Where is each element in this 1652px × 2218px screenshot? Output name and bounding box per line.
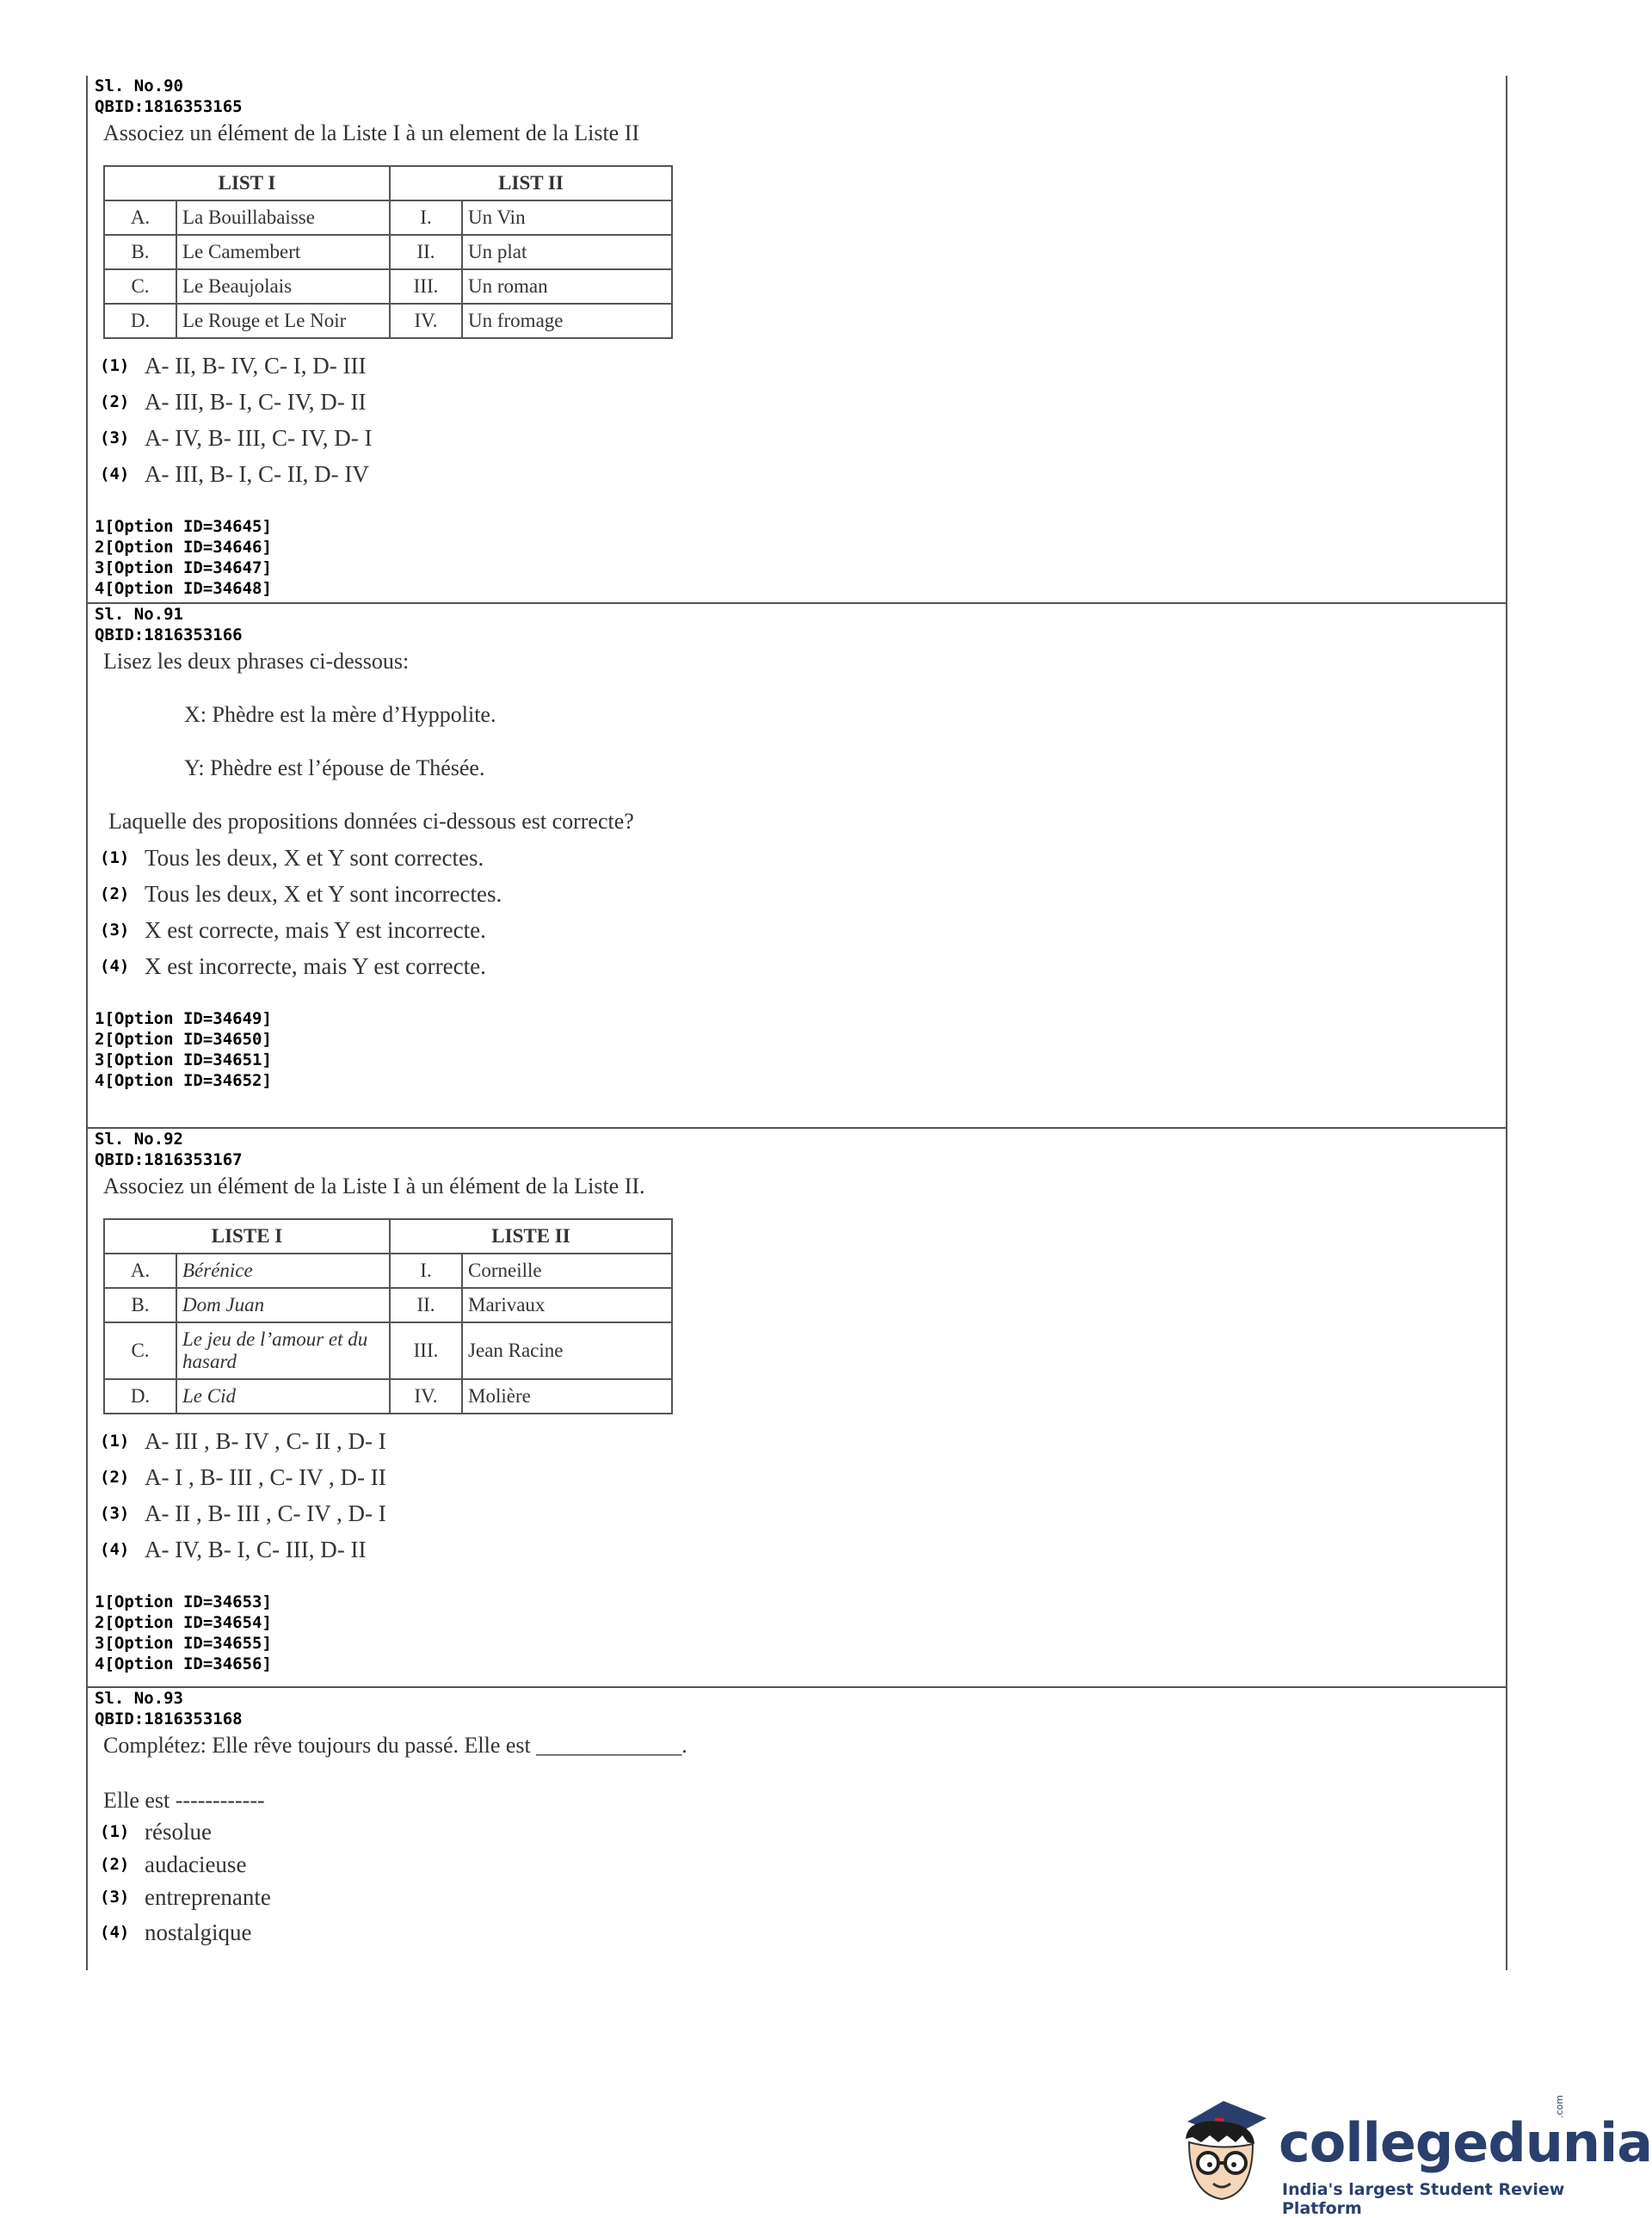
answer-option[interactable]	[100, 348, 1506, 384]
serial-number: Sl. No.92	[95, 1130, 183, 1149]
list2-value: Molière	[462, 1379, 672, 1414]
answer-option[interactable]	[100, 948, 1506, 984]
answer-option[interactable]	[100, 1913, 1506, 1951]
list2-value: Un plat	[462, 235, 672, 269]
list1-key: D.	[104, 1379, 176, 1414]
list1-value: Bérénice	[176, 1254, 390, 1288]
option-id: 1[Option ID=34653]	[95, 1593, 272, 1611]
list2-key: I.	[390, 200, 462, 235]
option-id: 2[Option ID=34654]	[95, 1613, 272, 1632]
brand-name: collegedunia	[1279, 2111, 1652, 2174]
question-stem: Associez un élément de la Liste I à un element de la Liste II	[103, 120, 640, 145]
qbid: QBID:1816353166	[95, 625, 243, 644]
table-header-list-1: LISTE I	[104, 1219, 390, 1254]
options-list	[100, 1423, 1506, 1568]
student-mascot-icon	[1170, 2092, 1273, 2209]
option-number: (1)	[100, 1432, 130, 1451]
list2-key: IV.	[390, 304, 462, 338]
question-stem: Complétez: Elle rêve toujours du passé. Elle est _____________.	[103, 1733, 687, 1758]
list1-key: C.	[104, 1322, 176, 1379]
option-number: (1)	[100, 356, 130, 375]
options-list	[100, 1815, 1506, 1951]
option-id: 2[Option ID=34650]	[95, 1030, 272, 1049]
answer-option[interactable]	[100, 1881, 1506, 1913]
option-id: 1[Option ID=34645]	[95, 517, 272, 536]
qbid: QBID:1816353168	[95, 1710, 243, 1728]
question-prompt: Elle est ------------	[103, 1788, 265, 1813]
answer-option[interactable]	[100, 912, 1506, 948]
list2-value: Corneille	[462, 1254, 672, 1288]
option-number: (2)	[100, 1855, 130, 1874]
option-id: 4[Option ID=34652]	[95, 1071, 272, 1090]
table-row	[104, 304, 672, 338]
qbid: QBID:1816353167	[95, 1150, 243, 1169]
question-paper-frame	[86, 76, 1507, 1970]
list2-value: Jean Racine	[462, 1322, 672, 1379]
question-block-92	[88, 1127, 1506, 1686]
option-text: A- III, B- I, C- II, D- IV	[145, 460, 369, 487]
option-text: nostalgique	[145, 1919, 252, 1945]
option-text: A- II , B- III , C- IV , D- I	[145, 1500, 386, 1526]
option-text: X est incorrecte, mais Y est correcte.	[145, 952, 486, 979]
table-header-list-2: LISTE II	[390, 1219, 672, 1254]
brand-tagline: India's largest Student Review Platform	[1282, 2180, 1565, 2218]
option-id: 3[Option ID=34655]	[95, 1634, 272, 1653]
option-id: 4[Option ID=34648]	[95, 579, 272, 598]
table-row	[104, 1288, 672, 1322]
list2-value: Un Vin	[462, 200, 672, 235]
answer-option[interactable]	[100, 1495, 1506, 1531]
option-text: A- II, B- IV, C- I, D- III	[145, 352, 367, 379]
answer-option[interactable]	[100, 876, 1506, 912]
options-list	[100, 840, 1506, 984]
question-block-91	[88, 602, 1506, 1127]
option-text: résolue	[145, 1818, 212, 1845]
option-number: (4)	[100, 1540, 130, 1559]
option-id: 2[Option ID=34646]	[95, 538, 272, 557]
question-prompt: Laquelle des propositions données ci-dessous est correcte?	[108, 809, 634, 834]
list1-value: La Bouillabaisse	[176, 200, 390, 235]
list2-key: IV.	[390, 1379, 462, 1414]
question-block-90	[88, 76, 1506, 602]
option-number: (2)	[100, 392, 130, 411]
qbid: QBID:1816353165	[95, 97, 243, 116]
list1-key: D.	[104, 304, 176, 338]
option-id-list	[95, 516, 1506, 599]
option-number: (1)	[100, 1822, 130, 1841]
list1-value: Dom Juan	[176, 1288, 390, 1322]
list1-value: Le Rouge et Le Noir	[176, 304, 390, 338]
option-number: (4)	[100, 1923, 130, 1942]
list1-key: B.	[104, 1288, 176, 1322]
question-stem: Lisez les deux phrases ci-dessous:	[103, 649, 410, 674]
option-id: 3[Option ID=34647]	[95, 558, 272, 577]
option-text: X est correcte, mais Y est incorrecte.	[145, 916, 486, 943]
match-table	[103, 165, 673, 339]
list1-value: Le Camembert	[176, 235, 390, 269]
option-id: 4[Option ID=34656]	[95, 1654, 272, 1673]
option-text: A- I , B- III , C- IV , D- II	[145, 1463, 386, 1490]
answer-option[interactable]	[100, 1531, 1506, 1568]
table-row	[104, 235, 672, 269]
brand-domain-suffix: .com	[1554, 2095, 1565, 2118]
table-header-list-1: LIST I	[104, 166, 390, 200]
answer-option[interactable]	[100, 1815, 1506, 1848]
list2-key: III.	[390, 1322, 462, 1379]
list1-value: Le Beaujolais	[176, 269, 390, 304]
table-row	[104, 1322, 672, 1379]
option-text: Tous les deux, X et Y sont incorrectes.	[145, 880, 502, 907]
list1-key: A.	[104, 1254, 176, 1288]
answer-option[interactable]	[100, 384, 1506, 420]
serial-number: Sl. No.93	[95, 1689, 183, 1708]
match-table	[103, 1218, 673, 1414]
collegedunia-logo[interactable]	[1170, 2092, 1652, 2218]
answer-option[interactable]	[100, 456, 1506, 492]
option-text: A- III , B- IV , C- II , D- I	[145, 1427, 386, 1454]
options-list	[100, 348, 1506, 492]
option-number: (4)	[100, 465, 130, 484]
table-header-list-2: LIST II	[390, 166, 672, 200]
option-text: A- IV, B- III, C- IV, D- I	[145, 424, 373, 451]
option-number: (2)	[100, 884, 130, 903]
answer-option[interactable]	[100, 1423, 1506, 1459]
list1-value: Le Cid	[176, 1379, 390, 1414]
answer-option[interactable]	[100, 1459, 1506, 1495]
list2-key: II.	[390, 235, 462, 269]
answer-option[interactable]	[100, 420, 1506, 456]
option-id: 1[Option ID=34649]	[95, 1009, 272, 1028]
option-text: audacieuse	[145, 1851, 247, 1877]
option-text: A- III, B- I, C- IV, D- II	[145, 388, 367, 415]
question-stem: Associez un élément de la Liste I à un élément de la Liste II.	[103, 1174, 645, 1198]
question-block-93	[88, 1686, 1506, 1970]
serial-number: Sl. No.90	[95, 77, 183, 95]
serial-number: Sl. No.91	[95, 605, 183, 624]
table-row	[104, 1379, 672, 1414]
list1-key: C.	[104, 269, 176, 304]
list2-key: I.	[390, 1254, 462, 1288]
list1-key: A.	[104, 200, 176, 235]
statement-x: X: Phèdre est la mère d’Hyppolite.	[184, 702, 496, 727]
option-number: (4)	[100, 957, 130, 976]
option-text: entreprenante	[145, 1883, 271, 1910]
option-id-list	[95, 1008, 1506, 1091]
option-text: A- IV, B- I, C- III, D- II	[145, 1536, 367, 1562]
list2-value: Un roman	[462, 269, 672, 304]
answer-option[interactable]	[100, 1848, 1506, 1881]
option-id-list	[95, 1592, 1506, 1674]
statement-y: Y: Phèdre est l’épouse de Thésée.	[184, 755, 485, 780]
list2-value: Marivaux	[462, 1288, 672, 1322]
option-number: (3)	[100, 1888, 130, 1907]
option-id: 3[Option ID=34651]	[95, 1050, 272, 1069]
option-number: (3)	[100, 1504, 130, 1523]
list1-key: B.	[104, 235, 176, 269]
list1-value: Le jeu de l’amour et du hasard	[176, 1322, 390, 1379]
option-number: (1)	[100, 848, 130, 867]
option-number: (3)	[100, 921, 130, 940]
option-number: (3)	[100, 428, 130, 447]
answer-option[interactable]	[100, 840, 1506, 876]
list2-key: II.	[390, 1288, 462, 1322]
table-row	[104, 269, 672, 304]
option-text: Tous les deux, X et Y sont correctes.	[145, 844, 484, 871]
table-row	[104, 200, 672, 235]
list2-key: III.	[390, 269, 462, 304]
option-number: (2)	[100, 1468, 130, 1487]
list2-value: Un fromage	[462, 304, 672, 338]
table-row	[104, 1254, 672, 1288]
